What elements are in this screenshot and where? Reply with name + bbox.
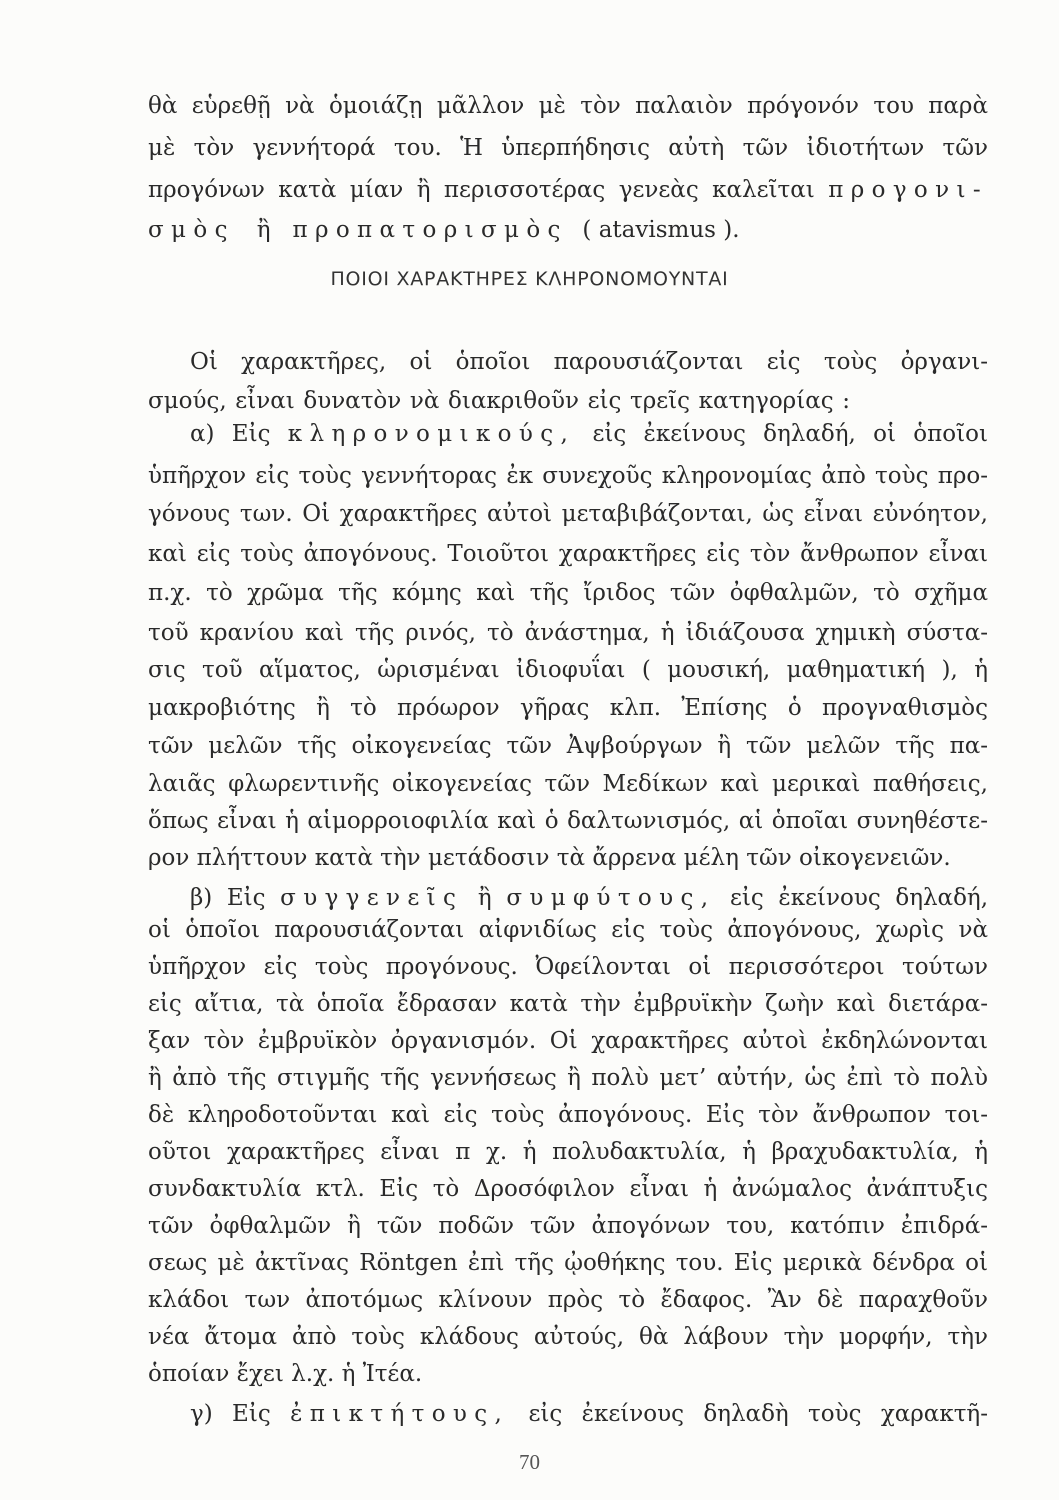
text-line: οἱ ὁποῖοι παρουσιάζονται αἰφνιδίως εἰς τοὺς ἀπογόνους, χωρὶς νὰ xyxy=(148,917,988,943)
text-line: κλάδοι των ἀποτόμως κλίνουν πρὸς τὸ ἔδαφος. Ἂν δὲ παραχθοῦν xyxy=(148,1287,988,1313)
text-line: τοῦ κρανίου καὶ τῆς ρινός, τὸ ἀνάστημα, ἡ ἰδιάζουσα χημικὴ σύστα- xyxy=(148,620,988,646)
text-line: συνδακτυλία κτλ. Εἰς τὸ Δροσόφιλον εἶναι ἡ ἀνώμαλος ἀνάπτυξις xyxy=(148,1176,988,1202)
text-line: δὲ κληροδοτοῦνται καὶ εἰς τοὺς ἀπογόνους. Εἰς τὸν ἄνθρωπον τοι- xyxy=(148,1102,988,1128)
latin-term: ( atavismus ). xyxy=(582,217,740,243)
spaced-term: προπατορισμὸς xyxy=(292,217,568,243)
spaced-term: ἐπικτήτους, xyxy=(290,1401,510,1427)
spaced-term: κληρονομικούς, xyxy=(287,421,576,447)
text-line: ὅπως εἶναι ἡ αἱμορροιοφιλία καὶ ὁ δαλτωνισμός, αἱ ὁποῖαι συνηθέστε- xyxy=(148,808,988,834)
text-line: οῦτοι χαρακτῆρες εἶναι π χ. ἡ πολυδακτυλία, ἡ βραχυδακτυλία, ἡ xyxy=(148,1139,988,1165)
text-line: ὑπῆρχον εἰς τοὺς προγόνους. Ὀφείλονται οἱ περισσότεροι τούτων xyxy=(148,954,988,980)
spaced-term: συμφύτους, xyxy=(506,885,716,911)
spaced-term: προγονι- xyxy=(828,177,988,203)
text-line: τῶν ὀφθαλμῶν ἢ τῶν ποδῶν τῶν ἀπογόνων του, κατόπιν ἐπιδρά- xyxy=(148,1213,988,1239)
text-line: εἰς αἴτια, τὰ ὁποῖα ἔδρασαν κατὰ τὴν ἐμβρυϊκὴν ζωὴν καὶ διετάρα- xyxy=(148,991,988,1017)
text-line: τῶν μελῶν τῆς οἰκογενείας τῶν Ἀψβούργων ἢ τῶν μελῶν τῆς πα- xyxy=(148,733,988,759)
text-line: ξαν τὸν ἐμβρυϊκὸν ὀργανισμόν. Οἱ χαρακτῆρες αὐτοὶ ἐκδηλώνονται xyxy=(148,1028,988,1054)
text-line: ἢ ἀπὸ τῆς στιγμῆς τῆς γεννήσεως ἢ πολὺ μετ’ αὐτήν, ὡς ἐπὶ τὸ πολὺ xyxy=(148,1065,988,1091)
text-line: ρον πλήττουν κατὰ τὴν μετάδοσιν τὰ ἄρρενα μέλη τῶν οἰκογενειῶν. xyxy=(148,845,951,871)
item-label: α) Εἰς xyxy=(190,421,271,447)
text-span: εἰς ἐκείνους δηλαδή, xyxy=(729,885,988,911)
spaced-term: σμὸς xyxy=(148,217,235,243)
text-line: σμούς, εἶναι δυνατὸν νὰ διακριθοῦν εἰς τρεῖς κατηγορίας : xyxy=(148,388,850,414)
text-line: θὰ εὑρεθῇ νὰ ὁμοιάζῃ μᾶλλον μὲ τὸν παλαιὸν πρόγονόν του παρὰ xyxy=(148,93,988,119)
text-line: λαιᾶς φλωρεντινῆς οἰκογενείας τῶν Μεδίκων καὶ μερικαὶ παθήσεις, xyxy=(148,771,988,797)
item-label: γ) Εἰς xyxy=(190,1401,271,1427)
text-span: προγόνων κατὰ μίαν ἢ περισσοτέρας γενεὰς καλεῖται xyxy=(148,177,815,203)
text-line: σεως μὲ ἀκτῖνας Röntgen ἐπὶ τῆς ᾠοθήκης του. Εἰς μερικὰ δένδρα οἱ xyxy=(148,1250,988,1276)
text-span: εἰς ἐκείνους δηλαδή, οἱ ὁποῖοι xyxy=(592,421,988,447)
page-number: 70 xyxy=(519,1450,540,1474)
text-line: μακροβιότης ἢ τὸ πρόωρον γῆρας κλπ. Ἐπίσης ὁ προγναθισμὸς xyxy=(148,695,988,721)
text-line: ὑπῆρχον εἰς τοὺς γεννήτορας ἐκ συνεχοῦς κληρονομίας ἀπὸ τοὺς προ- xyxy=(148,463,988,489)
text-line: ὁποίαν ἔχει λ.χ. ἡ Ἰτέα. xyxy=(148,1361,423,1387)
text-span: ἢ xyxy=(256,217,271,243)
text-line: καὶ εἰς τοὺς ἀπογόνους. Τοιοῦτοι χαρακτῆρες εἰς τὸν ἄνθρωπον εἶναι xyxy=(148,541,988,567)
spaced-term: συγγενεῖς xyxy=(280,885,464,911)
text-line: νέα ἄτομα ἀπὸ τοὺς κλάδους αὐτούς, θὰ λάβουν τὴν μορφήν, τὴν xyxy=(148,1324,988,1350)
text-span: εἰς ἐκείνους δηλαδὴ τοὺς χαρακτῆ- xyxy=(528,1401,988,1427)
text-line: π.χ. τὸ χρῶμα τῆς κόμης καὶ τῆς ἴριδος τῶν ὀφθαλμῶν, τὸ σχῆμα xyxy=(148,580,988,606)
text-span: ἢ xyxy=(477,885,492,911)
text-line: μὲ τὸν γεννήτορά του. Ἡ ὑπερπήδησις αὐτὴ τῶν ἰδιοτήτων τῶν xyxy=(148,135,988,161)
text-line: Οἱ χαρακτῆρες, οἱ ὁποῖοι παρουσιάζονται εἰς τοὺς ὀργανι- xyxy=(190,349,988,375)
section-heading: ΠΟΙΟΙ ΧΑΡΑΚΤΗΡΕΣ ΚΛΗΡΟΝΟΜΟΥΝΤΑΙ xyxy=(330,268,729,290)
item-label: β) Εἰς xyxy=(190,885,266,911)
text-line: γόνους των. Οἱ χαρακτῆρες αὐτοὶ μεταβιβάζονται, ὡς εἶναι εὐνόητον, xyxy=(148,501,988,527)
text-line: σις τοῦ αἵματος, ὡρισμέναι ἰδιοφυΐαι ( μουσική, μαθηματική ), ἡ xyxy=(148,657,988,683)
